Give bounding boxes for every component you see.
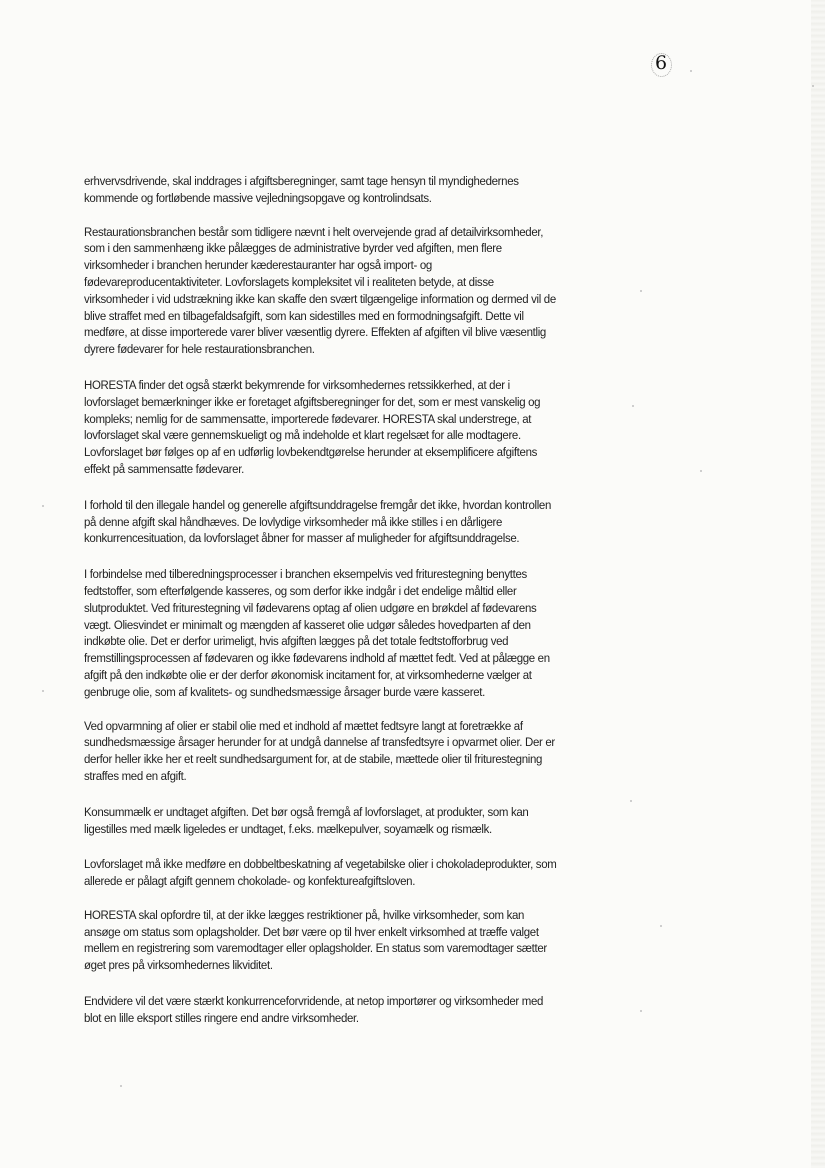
paragraph: HORESTA skal opfordre til, at der ikke lægges restriktioner på, hvilke virksomheder, som kan ansøge om status som oplagsholder. Det bør være op til hver enkelt virksomhed at træffe valget mellem en registrering som varemodtager eller oplagsholder. En status som varemodtager sætter øget pres på virksomhedernes likviditet.	[84, 907, 547, 973]
scan-speck	[632, 405, 634, 407]
scan-speck	[700, 470, 702, 472]
paragraph: Ved opvarmning af olier er stabil olie med et indhold af mættet fedtsyre langt at foretrække af sundhedsmæssige årsager herunder for at undgå dannelse af transfedtsyre i opvarmet olier. Der er derfor heller ikke her et reelt sundhedsargument for, at de stabile, mættede olier til friturestegning straffes med en afgift.	[84, 718, 555, 783]
paragraph: Restaurationsbranchen består som tidligere nævnt i helt overvejende grad af detailvirksomheder, som i den sammenhæng ikke pålægges de administrative byrder ved afgiften, men flere virksomheder i branchen herunder kæderestauranter har også import- og fødevareproducentaktiviteter. Lovforslagets kompleksitet vil i realiteten betyde, at disse virksomheder i vid udstrækning ikke kan skaffe den svært tilgængelige information og dermed vil de blive straffet med en tilbagefaldsafgift, som kan sidestilles med en formodningsafgift. Dette vil medføre, at disse importerede varer bliver væsentlig dyrere. Effekten af afgiften vil blive væsentlig dyrere fødevarer for hele restaurationsbranchen.	[84, 224, 556, 357]
scan-speck	[812, 85, 814, 87]
scan-speck	[120, 1085, 122, 1087]
scan-speck	[640, 1010, 642, 1012]
scan-edge-shadow	[811, 0, 825, 1168]
paragraph: Endvidere vil det være stærkt konkurrenceforvridende, at netop importører og virksomheder med blot en lille eksport stilles ringere end andre virksomheder.	[84, 994, 544, 1025]
scan-speck	[630, 800, 632, 802]
paragraph: I forhold til den illegale handel og generelle afgiftsunddragelse fremgår det ikke, hvordan kontrollen på denne afgift skal håndhæves. De lovlydige virksomheder må ikke stilles i en dårligere konkurrencesituation, da lovforslaget åbner for masser af muligheder for afgiftsunddragelse.	[84, 497, 552, 546]
scan-speck	[42, 690, 44, 692]
paragraph: erhvervsdrivende, skal inddrages i afgiftsberegninger, samt tage hensyn til myndighedernes kommende og fortløbende massive vejledningsopgave og kontrolindsats.	[84, 174, 519, 205]
paragraph: HORESTA finder det også stærkt bekymrende for virksomhedernes retssikkerhed, at der i lovforslaget bemærkninger ikke er foretaget afgiftsberegninger for det, som er mest vanskelig og kompleks; nemlig for de sammensatte, importerede fødevarer. HORESTA skal understrege, at lovforslaget skal være gennemskueligt og må indeholde et klart regelsæt for alle modtagere. Lovforslaget bør følges op af en udførlig lovbekendtgørelse herunder at eksemplificere afgiftens effekt på sammensatte fødevarer.	[84, 377, 541, 476]
paragraph: Konsummælk er undtaget afgiften. Det bør også fremgå af lovforslaget, at produkter, som kan ligestilles med mælk ligeledes er undtaget, f.eks. mælkepulver, soyamælk og rismælk.	[84, 804, 529, 836]
page-number: 6	[654, 52, 668, 74]
paragraph: I forbindelse med tilberedningsprocesser i branchen eksempelvis ved friturestegning benyttes fedtstoffer, som efterfølgende kasseres, og som derfor ikke indgår i det endelige måltid eller slutproduktet. Ved friturestegning vil fødevarens optag af olien udgøre en brøkdel af fødevarens vægt. Oliesvindet er minimalt og mængden af kasseret olie udgør således hovedparten af den indkøbte olie. Det er derfor urimeligt, hvis afgiften lægges på det totale fedtstofforbrug ved fremstillingsprocessen af fødevaren og ikke fødevarens indhold af mættet fedt. Ved at pålægge en afgift på den indkøbte olie er der derfor økonomisk incitament for, at virksomhederne vælger at genbruge olie, som af kvalitets- og sundhedsmæssige årsager burde være kasseret.	[84, 567, 550, 699]
scan-speck	[690, 70, 692, 72]
letter-body	[84, 173, 559, 1027]
scan-speck	[640, 290, 642, 292]
paragraph: Lovforslaget må ikke medføre en dobbeltbeskatning af vegetabilske olier i chokoladeprodukter, som allerede er pålagt afgift gennem chokolade- og konfektureafgiftsloven.	[84, 857, 557, 889]
scan-speck	[42, 505, 44, 507]
scan-speck	[660, 925, 662, 927]
